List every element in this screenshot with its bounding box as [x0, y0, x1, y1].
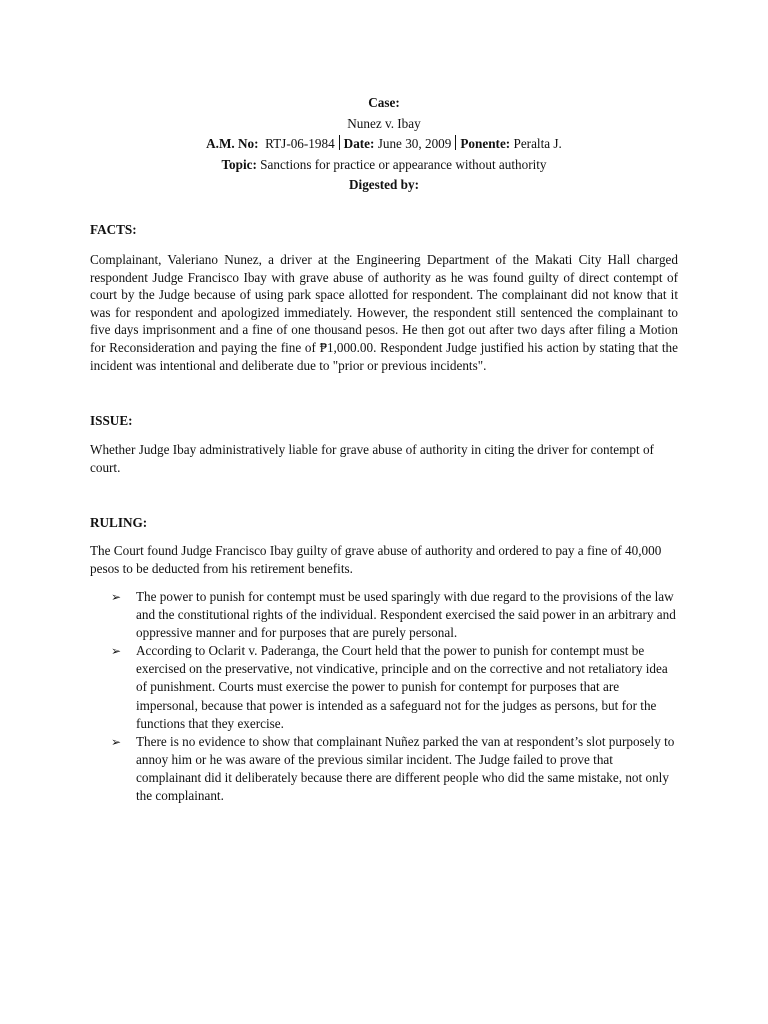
- separator: [339, 135, 340, 150]
- issue-paragraph: Whether Judge Ibay administratively liable for grave abuse of authority in citing the driver for contempt of court.: [90, 442, 654, 475]
- case-name: Nunez v. Ibay: [347, 115, 421, 131]
- facts-paragraph: Complainant, Valeriano Nunez, a driver at the Engineering Department of the Makati City Hall charged respondent Judge Francisco Ibay with grave abuse of authority as he was found guilty of direct contempt of court by the Judge because of using park space allotted for respondent. The complainant did not know that it was for respondent and apologized immediately. However, the respondent still sentenced the complainant to five days imprisonment and a fine of one thousand pesos. He then got out after two days after filing a Motion for Reconsideration and paying the fine of ₱1,000.00. Respondent Judge justified his action by stating that the incident was intentional and deliberate due to "prior or previous incidents".: [90, 252, 678, 373]
- ponente-label: Ponente:: [460, 136, 511, 151]
- arrow-bullet-icon: ➢: [111, 590, 122, 604]
- date-label: Date:: [343, 136, 375, 151]
- list-item: [90, 733, 678, 805]
- case-header: [0, 93, 768, 196]
- case-label: Case:: [368, 95, 400, 110]
- ruling-heading: RULING:: [90, 515, 148, 530]
- ponente-value: Peralta J.: [513, 136, 562, 151]
- arrow-bullet-icon: ➢: [111, 644, 122, 659]
- separator: [455, 135, 456, 150]
- date-value: June 30, 2009: [377, 136, 452, 151]
- arrow-bullet-icon: ➢: [111, 734, 122, 749]
- list-item: [90, 642, 678, 732]
- bullet-text: There is no evidence to show that complainant Nuñez parked the van at respondent’s slot purposely to annoy him or he was aware of the previous similar incident. The Judge failed to prove that complainant did it deliberately because there are different people who did the same mistake, not only the complainant.: [136, 733, 675, 804]
- issue-heading: ISSUE:: [90, 413, 133, 428]
- facts-heading: FACTS:: [90, 222, 137, 237]
- am-value: RTJ-06-1984: [265, 136, 335, 151]
- list-item: [90, 588, 678, 642]
- digested-by-label: Digested by:: [349, 177, 419, 192]
- case-meta-line: [0, 134, 768, 155]
- bullet-text: The power to punish for contempt must be used sparingly with due regard to the provisions of the law and the constitutional rights of the individual. Respondent exercised the said power in an arbitrary and oppressive manner and for purposes that are purely personal.: [136, 589, 676, 641]
- am-label: A.M. No:: [206, 136, 259, 151]
- ruling-paragraph: The Court found Judge Francisco Ibay guilty of grave abuse of authority and ordered to pay a fine of 40,000 pesos to be deducted from his retirement benefits.: [90, 543, 662, 576]
- ruling-bullet-list: [90, 588, 690, 805]
- bullet-text: According to Oclarit v. Paderanga, the Court held that the power to punish for contempt must be exercised on the preservative, not vindicative, principle and on the corrective and not retaliatory idea of punishment. Courts must exercise the power to punish for contempt for purposes that are impersonal, because that power is intended as a safeguard not for the judges as persons, but for the functions that they exercise.: [136, 643, 668, 731]
- topic-line: [0, 155, 768, 176]
- topic-label: Topic:: [221, 156, 257, 172]
- topic-value: Sanctions for practice or appearance without authority: [260, 156, 547, 172]
